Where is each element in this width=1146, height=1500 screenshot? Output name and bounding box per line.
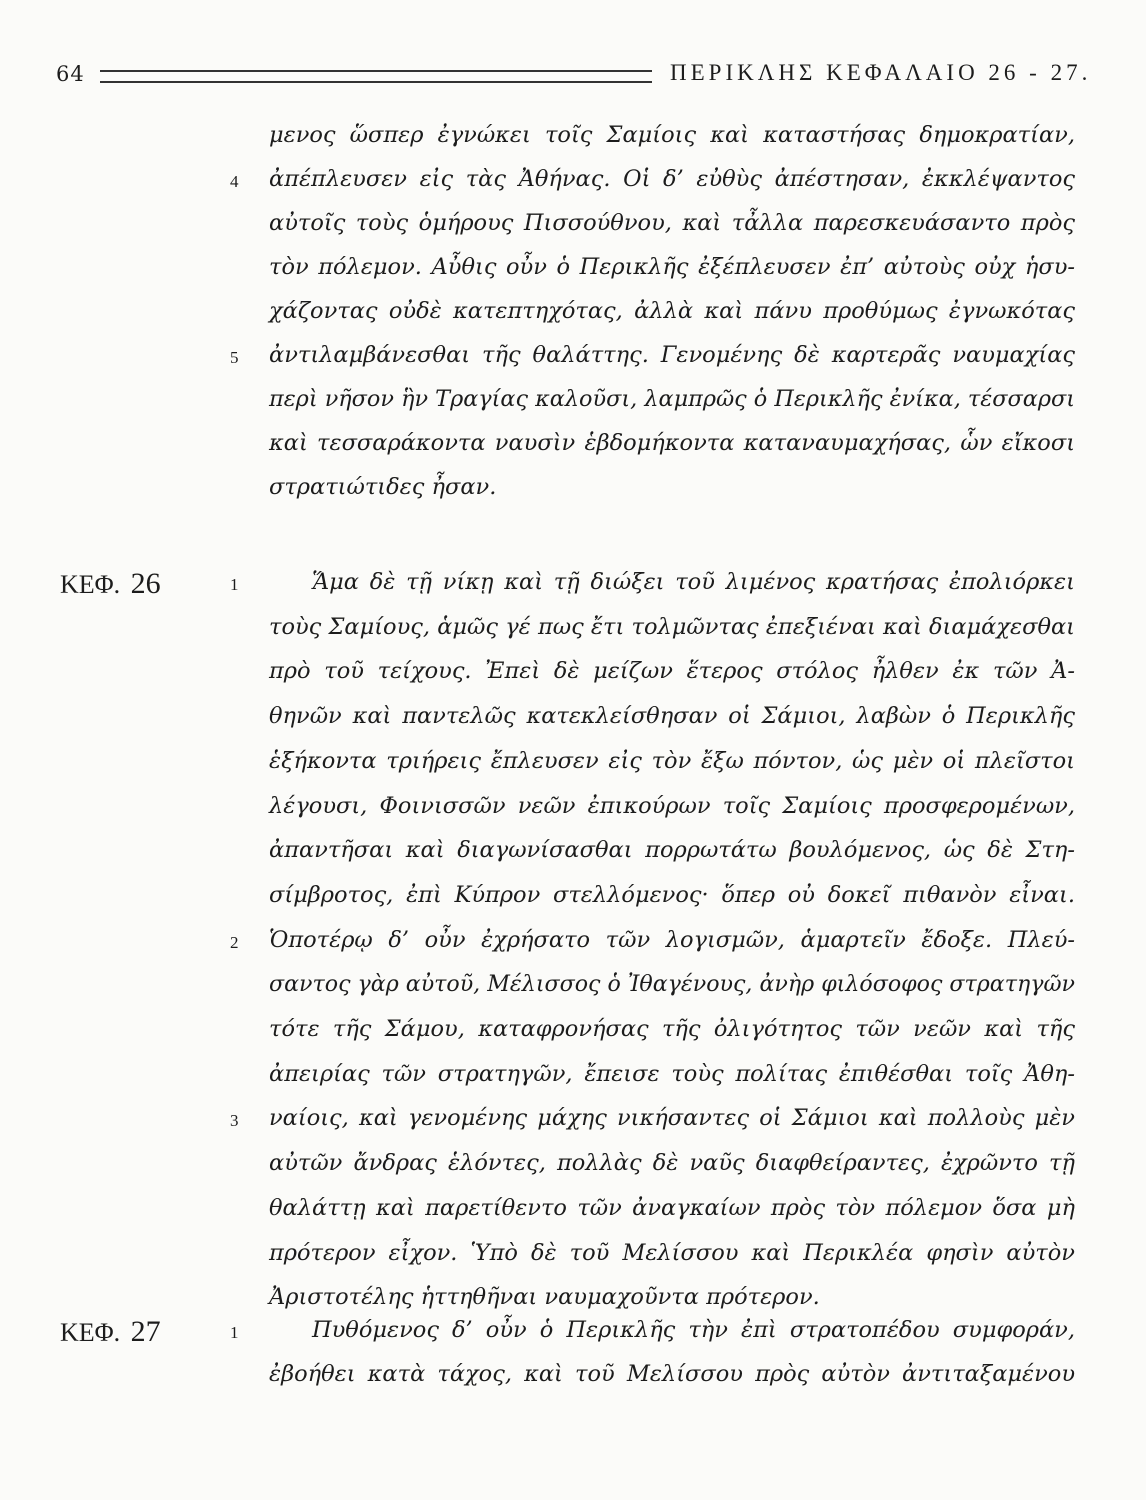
paragraph-number: 3 (230, 1111, 239, 1131)
line-text: ἀπειρίας τῶν στρατηγῶν, ἔπεισε τοὺς πολίτας ἐπιθέσθαι τοῖς Ἀθη- (269, 1060, 1075, 1087)
line-text: Ἀριστοτέλης ἡττηθῆναι ναυμαχοῦντα πρότερον. (269, 1284, 820, 1311)
text-line (60, 1103, 1086, 1147)
text-line (60, 701, 1086, 745)
chapter-label: ΚΕΦ. (60, 1318, 121, 1347)
text-line (60, 925, 1086, 969)
text-line (60, 1238, 1086, 1282)
line-text: ἑξήκοντα τριήρεις ἔπλευσεν εἰς τὸν ἔξω πόντον, ὡς μὲν οἱ πλεῖστοι (269, 747, 1076, 774)
header-double-rule (100, 70, 652, 83)
text-line (60, 120, 1086, 164)
text-line (60, 567, 1086, 611)
line-text: σίμβροτος, ἐπὶ Κύπρον στελλόμενος· ὅπερ οὐ δοκεῖ πιθανὸν εἶναι. (269, 881, 1075, 908)
line-text: χάζοντας οὐδὲ κατεπτηχότας, ἀλλὰ καὶ πάνυ προθύμως ἐγνωκότας (269, 298, 1076, 324)
page-header (56, 60, 1092, 94)
line-text: αὐτοῖς τοὺς ὁμήρους Πισσούθνου, καὶ τἆλλα παρεσκευάσαντο πρὸς (269, 210, 1075, 236)
line-text: στρατιώτιδες ἦσαν. (269, 474, 497, 500)
line-text: θηνῶν καὶ παντελῶς κατεκλείσθησαν οἱ Σάμιοι, λαβὼν ὁ Περικλῆς (269, 703, 1076, 730)
line-text: τότε τῆς Σάμου, καταφρονήσας τῆς ὀλιγότητος τῶν νεῶν καὶ τῆς (269, 1016, 1075, 1042)
text-line (60, 428, 1086, 472)
paragraph-number: 4 (230, 172, 239, 191)
chapter-label: ΚΕΦ. (60, 570, 121, 599)
page-number: 64 (56, 62, 85, 86)
text-line (60, 472, 1086, 516)
text-line (60, 384, 1086, 428)
line-text: Πυθόμενος δ’ οὖν ὁ Περικλῆς τὴν ἐπὶ στρατοπέδου συμφοράν, (312, 1317, 1075, 1343)
line-text: ναίοις, καὶ γενομένης μάχης νικήσαντες οἱ Σάμιοι καὶ πολλοὺς μὲν (269, 1105, 1075, 1132)
text-line (60, 880, 1086, 924)
line-text: τὸν πόλεμον. Αὖθις οὖν ὁ Περικλῆς ἐξέπλευσεν ἐπ’ αὐτοὺς οὐχ ἡσυ- (269, 254, 1076, 280)
text-line (60, 835, 1086, 879)
line-text: λέγουσι, Φοινισσῶν νεῶν ἐπικούρων τοῖς Σαμίοις προσφερομένων, (269, 792, 1076, 819)
line-text: αὐτῶν ἄνδρας ἑλόντες, πολλὰς δὲ ναῦς διαφθείραντες, ἐχρῶντο τῇ (269, 1150, 1075, 1177)
line-text: πρὸ τοῦ τείχους. Ἐπεὶ δὲ μείζων ἕτερος στόλος ἦλθεν ἐκ τῶν Ἀ- (269, 658, 1075, 685)
running-head: ΠΕΡΙΚΛΗΣ ΚΕΦΑΛΑΙΟ 26 - 27. (670, 60, 1092, 85)
text-line (60, 1148, 1086, 1192)
line-text: τοὺς Σαμίους, ἁμῶς γέ πως ἔτι τολμῶντας ἐπεξιέναι καὶ διαμάχεσθαι (269, 613, 1076, 640)
text-line (60, 1193, 1086, 1237)
text-line (60, 1059, 1086, 1103)
chapter-number: 26 (130, 567, 161, 600)
line-text: περὶ νῆσον ἣν Τραγίας καλοῦσι, λαμπρῶς ὁ Περικλῆς ἐνίκα, τέσσαρσι (269, 386, 1076, 412)
text-line (60, 612, 1086, 656)
text-line (60, 208, 1086, 252)
text-line (60, 340, 1086, 384)
text-line (60, 1315, 1086, 1359)
text-line (60, 252, 1086, 296)
text-line (60, 164, 1086, 208)
line-text: πρότερον εἶχον. Ὑπὸ δὲ τοῦ Μελίσσου καὶ Περικλέα φησὶν αὐτὸν (269, 1239, 1075, 1266)
line-text: Ὁποτέρῳ δ’ οὖν ἐχρήσατο τῶν λογισμῶν, ἁμαρτεῖν ἔδοξε. Πλεύ- (269, 926, 1075, 953)
line-text: μενος ὥσπερ ἐγνώκει τοῖς Σαμίοις καὶ καταστήσας δημοκρατίαν, (269, 122, 1075, 148)
line-text: ἀπαντῆσαι καὶ διαγωνίσασθαι πορρωτάτω βουλόμενος, ὡς δὲ Στη- (269, 837, 1075, 864)
line-text: ἀπέπλευσεν εἰς τὰς Ἀθήνας. Οἱ δ’ εὐθὺς ἀπέστησαν, ἐκκλέψαντος (269, 166, 1075, 192)
paragraph-number: 2 (230, 932, 239, 952)
text-line (60, 791, 1086, 835)
text-line (60, 296, 1086, 340)
paragraph-number: 1 (230, 1323, 239, 1342)
paragraph-number: 5 (230, 348, 239, 367)
line-text: ἀντιλαμβάνεσθαι τῆς θαλάττης. Γενομένης δὲ καρτερᾶς ναυμαχίας (269, 342, 1075, 368)
line-text: σαντος γὰρ αὐτοῦ, Μέλισσος ὁ Ἰθαγένους, ἀνὴρ φιλόσοφος στρατηγῶν (269, 971, 1075, 998)
text-line (60, 746, 1086, 790)
text-line (60, 969, 1086, 1013)
text-line (60, 1359, 1086, 1403)
line-text: ἐβοήθει κατὰ τάχος, καὶ τοῦ Μελίσσου πρὸς αὐτὸν ἀντιταξαμένου (269, 1361, 1076, 1387)
line-text: καὶ τεσσαράκοντα ναυσὶν ἑβδομήκοντα καταναυμαχήσας, ὧν εἴκοσι (269, 430, 1076, 456)
chapter-number: 27 (130, 1315, 161, 1348)
line-text: Ἅμα δὲ τῇ νίκῃ καὶ τῇ διώξει τοῦ λιμένος κρατήσας ἐπολιόρκει (312, 569, 1075, 595)
text-line (60, 1014, 1086, 1058)
line-text: θαλάττῃ καὶ παρετίθεντο τῶν ἀναγκαίων πρὸς τὸν πόλεμον ὅσα μὴ (269, 1194, 1075, 1221)
paragraph-number: 1 (230, 575, 239, 594)
text-line (60, 656, 1086, 700)
